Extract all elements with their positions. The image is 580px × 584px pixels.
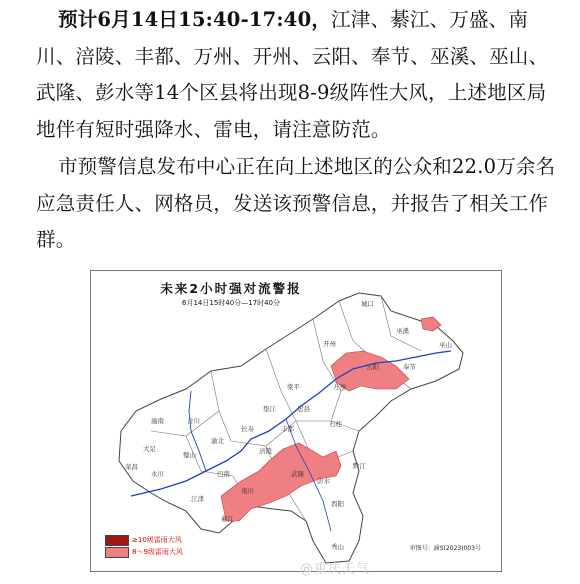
- forecast-text: 江津、綦江、万盛、南川、涪陵、丰都、万州、开州、云阳、奉节、巫溪、巫山、武隆、彭水等14个区县将出现8-9级阵性大风，上述地区局地伴有短时强降水、雷电，请注意防范。: [36, 8, 549, 141]
- place-qianjiang: 黔江: [353, 462, 366, 470]
- place-qijiang: 綦江: [221, 515, 234, 523]
- place-fuling: 涪陵: [259, 447, 272, 455]
- place-yubei: 渝北: [211, 437, 224, 445]
- place-changshou: 长寿: [241, 425, 254, 433]
- place-dazu: 大足: [143, 445, 156, 453]
- place-fengdu: 丰都: [281, 425, 294, 433]
- paragraph-forecast: [36, 2, 556, 148]
- map-legend: [105, 534, 215, 558]
- chongqing-map: [91, 271, 501, 571]
- place-rongchang: 荣昌: [125, 463, 138, 471]
- place-yongchuan: 永川: [151, 470, 164, 478]
- legend-swatch-severe: [105, 535, 129, 546]
- place-wuxi: 巫溪: [396, 327, 409, 335]
- map-subtitle: 6月14日15时40分—17时40分: [182, 299, 280, 307]
- legend-label: 8～9级雷雨大风: [132, 548, 183, 556]
- place-wulong: 武隆: [291, 470, 304, 478]
- map-approval-number: 审图号：渝S(2023)003号: [409, 545, 481, 552]
- forecast-time: 预计6月14日15:40-17:40，: [58, 8, 332, 31]
- place-wanzhou: 万州: [333, 383, 346, 391]
- place-fengjie: 奉节: [403, 363, 416, 371]
- warning-map: [90, 270, 502, 572]
- place-nanchuan: 南川: [241, 487, 254, 495]
- place-zhongxian: 忠县: [297, 405, 310, 413]
- legend-swatch-moderate: [105, 547, 129, 558]
- map-title: 未来2小时强对流警报: [160, 281, 302, 296]
- place-banan: 巴南: [217, 470, 230, 478]
- place-bishan: 璧山: [183, 451, 196, 459]
- place-shizhu: 石柱: [329, 420, 342, 428]
- legend-label: ≥10级雷雨大风: [132, 536, 182, 544]
- place-tongliang: 潼南: [151, 417, 164, 425]
- place-youyang: 酉阳: [331, 500, 344, 508]
- dissemination-text: 市预警信息发布中心正在向上述地区的公众和22.0万余名应急责任人、网格员，发送该预警信息，并报告了相关工作群。: [36, 155, 556, 251]
- paragraph-dissemination: [36, 149, 556, 259]
- legend-item: [105, 546, 215, 558]
- place-liangping: 梁平: [287, 383, 300, 391]
- place-pengshui: 彭水: [317, 477, 330, 485]
- place-dianjiang: 垫江: [263, 405, 276, 413]
- watermark: @重庆天气: [300, 562, 371, 577]
- place-xiushan: 秀山: [331, 543, 344, 551]
- place-jiangjin: 江津: [191, 495, 204, 503]
- place-chengkou: 城口: [361, 300, 374, 308]
- place-kaizhou: 开州: [323, 340, 336, 348]
- place-yunyang: 云阳: [366, 363, 379, 371]
- place-wushan: 巫山: [439, 341, 452, 349]
- place-hechuan: 合川: [187, 417, 200, 425]
- legend-item: [105, 534, 215, 546]
